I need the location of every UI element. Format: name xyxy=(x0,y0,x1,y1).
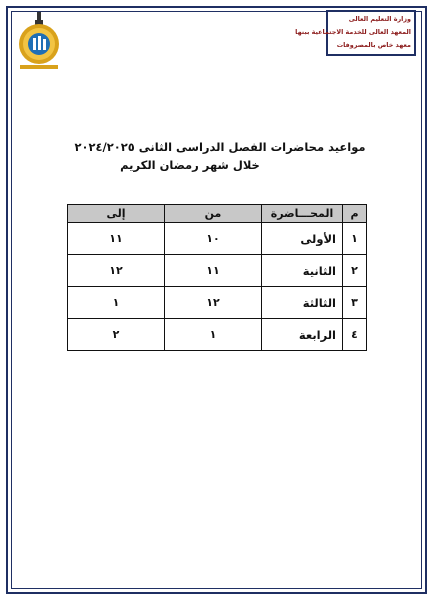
institute-name: المعهد العالى للخدمة الاجتماعية ببنها xyxy=(295,28,411,36)
row-from: ١ xyxy=(165,319,262,351)
table-row xyxy=(68,287,367,319)
row-lecture: الأولى xyxy=(262,223,343,255)
row-to: ١١ xyxy=(68,223,165,255)
table-row xyxy=(68,319,367,351)
row-num: ٣ xyxy=(343,287,367,319)
table-header-row xyxy=(68,205,367,223)
row-lecture: الثانية xyxy=(262,255,343,287)
institute-type: معهد خاص بالمصروفات xyxy=(336,41,411,49)
institute-header-box xyxy=(295,10,416,56)
lecture-schedule-table xyxy=(67,204,367,351)
title-line-2: خلال شهر رمضان الكريم xyxy=(120,158,260,172)
row-from: ١٢ xyxy=(165,287,262,319)
row-lecture: الثالثة xyxy=(262,287,343,319)
table-row xyxy=(68,223,367,255)
header-to: إلى xyxy=(68,205,165,223)
ministry-name: وزارة التعليم العالى xyxy=(348,15,411,23)
row-to: ١٢ xyxy=(68,255,165,287)
header-lecture: المحـــاضرة xyxy=(262,205,343,223)
header-num: م xyxy=(343,205,367,223)
table-row xyxy=(68,255,367,287)
institute-logo-icon xyxy=(16,10,62,70)
header-from: من xyxy=(165,205,262,223)
document-title xyxy=(60,138,380,174)
row-from: ١٠ xyxy=(165,223,262,255)
row-lecture: الرابعة xyxy=(262,319,343,351)
row-to: ٢ xyxy=(68,319,165,351)
row-num: ١ xyxy=(343,223,367,255)
row-num: ٤ xyxy=(343,319,367,351)
title-line-1: مواعيد محاضرات الفصل الدراسى الثانى ٢٠٢٤/٢٠٢٥ xyxy=(74,140,366,154)
row-to: ١ xyxy=(68,287,165,319)
row-from: ١١ xyxy=(165,255,262,287)
row-num: ٢ xyxy=(343,255,367,287)
